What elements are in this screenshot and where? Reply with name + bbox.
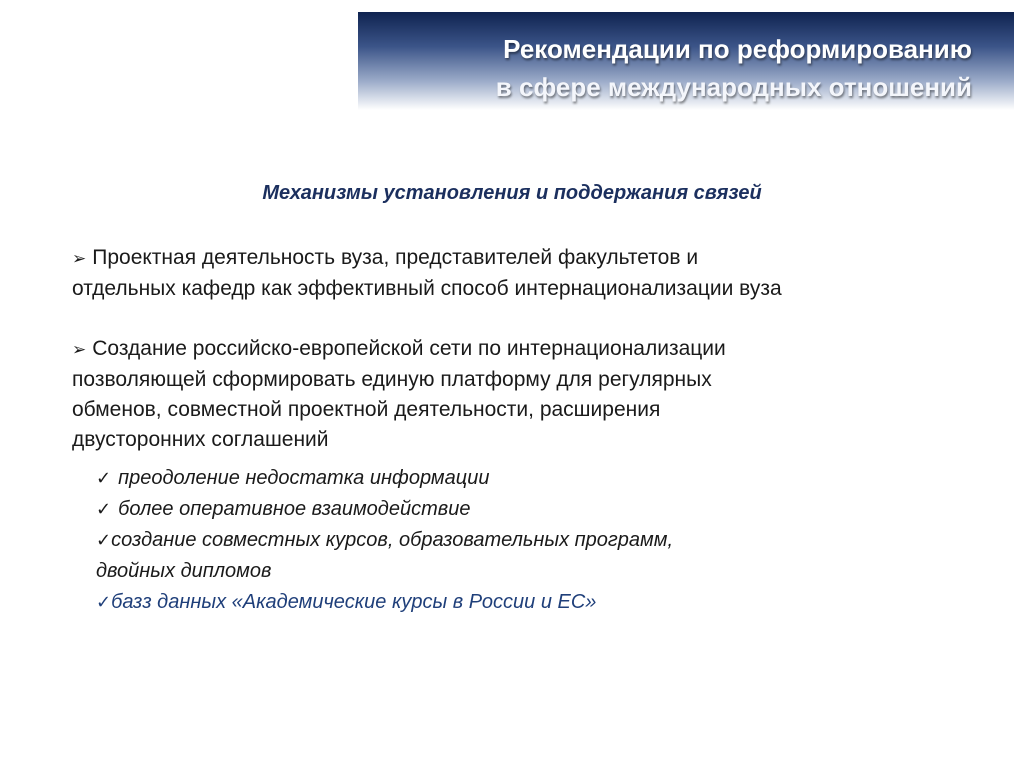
check-item — [96, 525, 956, 587]
arrow-bullet-icon: ➢ — [72, 340, 87, 360]
bullet-item-network — [72, 334, 972, 455]
check-item-text: более оперативное взаимодействие — [118, 498, 471, 520]
bullet-text-line: Создание российско-европейской сети по интернационализации — [92, 337, 726, 360]
checkmark-icon: ✓ — [96, 592, 112, 613]
title-banner — [358, 12, 1014, 110]
check-item-text: преодоление недостатка информации — [118, 467, 490, 489]
section-heading: Механизмы установления и поддержания связей — [262, 182, 762, 204]
slide-title-line-1: Рекомендации по реформированию — [503, 34, 972, 64]
bullet-text-line: Проектная деятельность вуза, представителей факультетов и — [92, 246, 699, 269]
check-item — [96, 463, 956, 494]
check-item-text: создание совместных курсов, образовательных программ, — [111, 529, 673, 551]
slide-title-line-2: в сфере международных отношений — [495, 72, 972, 102]
checkmark-icon: ✓ — [96, 468, 112, 489]
slide-title — [496, 30, 972, 106]
check-item-text: базз данных «Академические курсы в России и ЕС» — [111, 591, 597, 613]
checklist — [96, 463, 956, 618]
bullet-text-line: позволяющей сформировать единую платформу для регулярных — [72, 368, 712, 391]
checkmark-icon: ✓ — [96, 530, 112, 551]
bullet-text-line: обменов, совместной проектной деятельности, расширения — [72, 398, 661, 421]
check-item-database — [96, 587, 956, 618]
checkmark-icon: ✓ — [96, 499, 112, 520]
bullet-text-line: отдельных кафедр как эффективный способ интернационализации вуза — [72, 277, 782, 300]
arrow-bullet-icon: ➢ — [72, 249, 87, 269]
bullet-list — [72, 243, 972, 485]
check-item-text: двойных дипломов — [96, 560, 272, 582]
bullet-item-project-activity — [72, 243, 972, 304]
bullet-text-line: двусторонних соглашений — [72, 428, 329, 451]
check-item — [96, 494, 956, 525]
